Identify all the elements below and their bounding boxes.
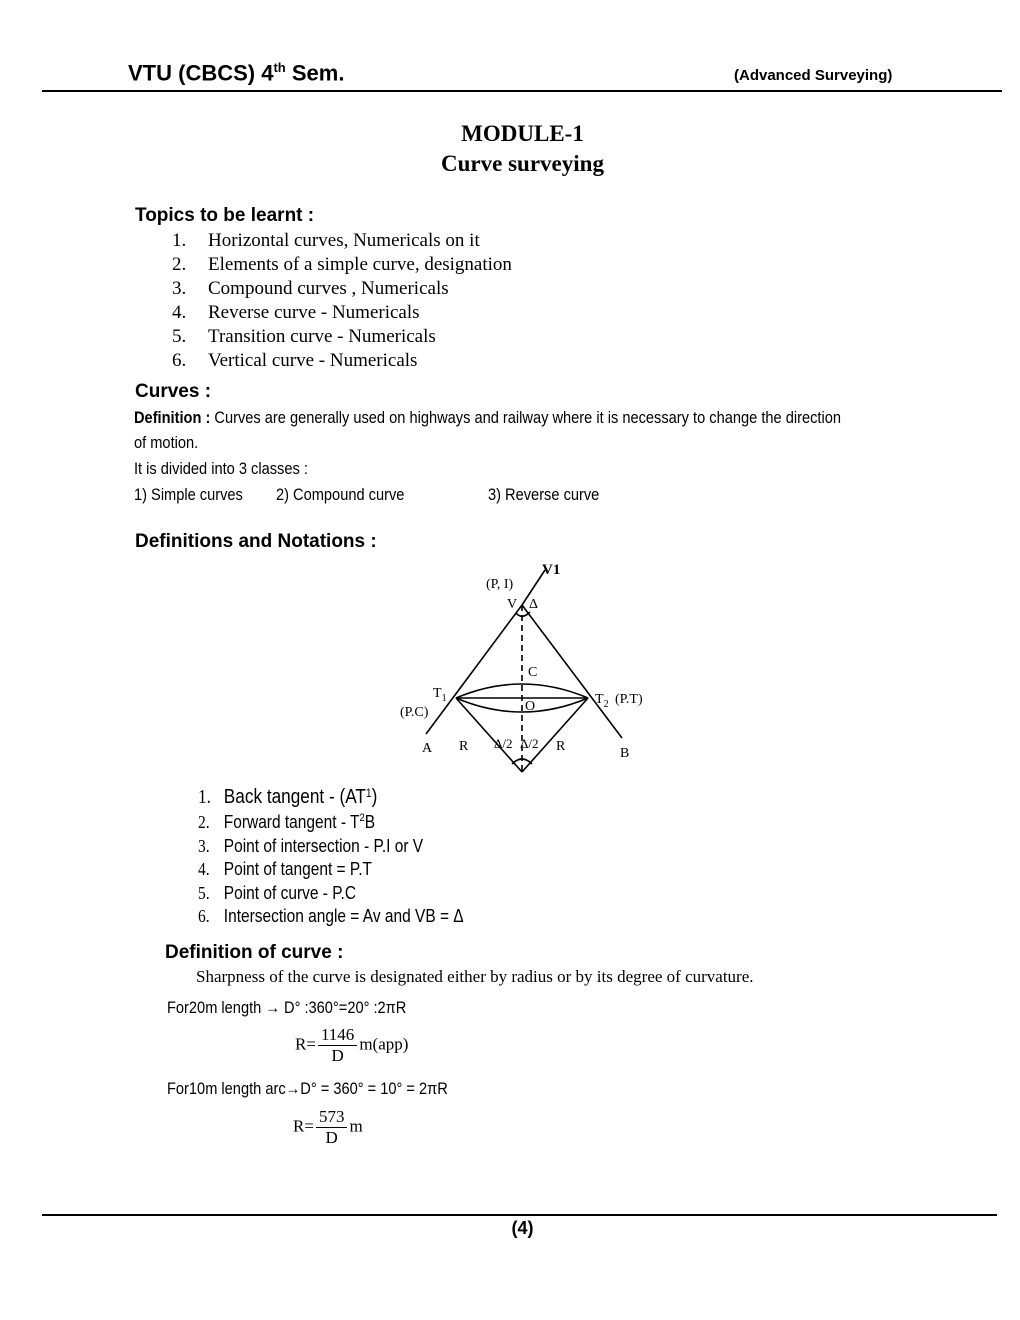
notation-number: 4. [198, 859, 210, 879]
topic-text: Elements of a simple curve, designation [208, 254, 512, 275]
notation-text: Forward tangent - T [223, 812, 360, 832]
definition-of-curve-text: Sharpness of the curve is designated either by radius or by its degree of curvature. [196, 967, 754, 986]
topic-text: Reverse curve - Numericals [208, 302, 420, 323]
label-pc: (P.C) [400, 705, 429, 720]
header-course-title [128, 60, 344, 86]
notation-item [198, 906, 464, 930]
topic-item [172, 326, 512, 350]
curves-divided: It is divided into 3 classes : [134, 459, 308, 478]
formula-20m-lhs: R= [295, 1034, 316, 1054]
formula-10m-numerator: 573 [316, 1107, 348, 1128]
label-a: A [422, 741, 433, 756]
label-v: V [507, 597, 518, 612]
notation-sub: 1 [365, 786, 372, 800]
notation-sub: 2 [359, 812, 365, 824]
formula-10m-line: For10m length arc→D° = 360° = 10° = 2πR [167, 1079, 448, 1098]
label-c: C [528, 665, 538, 680]
curves-definition [134, 408, 841, 428]
label-r-left: R [459, 739, 469, 754]
notation-number: 5. [198, 882, 210, 903]
topic-number: 4. [172, 302, 187, 323]
label-half-delta-left: Δ/2 [494, 736, 513, 751]
formula-10m-fraction [316, 1107, 348, 1148]
topic-item [172, 254, 512, 278]
formula-20m-tail: m(app) [359, 1034, 409, 1054]
notation-tail: ) [371, 786, 378, 808]
formula-10m-tail: m [349, 1116, 363, 1136]
curves-definition-label: Definition : [134, 408, 211, 427]
notation-item [198, 812, 464, 836]
formula-10m-denominator: D [325, 1128, 338, 1147]
notation-item [198, 786, 464, 812]
formula-20m-denominator: D [331, 1046, 344, 1065]
label-half-delta-right: Δ/2 [520, 736, 539, 751]
notation-number: 6. [198, 906, 210, 926]
formula-10m-radius [293, 1107, 363, 1148]
formula-10m-lhs: R= [293, 1116, 314, 1136]
topic-number: 6. [172, 350, 187, 371]
curve-class-reverse: 3) Reverse curve [488, 485, 600, 504]
module-title: MODULE-1 [461, 121, 584, 146]
notation-number: 3. [198, 835, 210, 856]
topic-text: Horizontal curves, Numericals on it [208, 230, 480, 251]
topic-item [172, 230, 512, 254]
topic-item [172, 302, 512, 326]
topic-item [172, 350, 512, 374]
notation-text: Point of tangent = P.T [223, 859, 372, 879]
curve-class-compound: 2) Compound curve [276, 485, 405, 504]
label-v1: V1 [542, 562, 561, 578]
footer-divider [42, 1214, 997, 1216]
back-tangent-line [426, 605, 522, 734]
notation-text: Intersection angle = Av and VB = Δ [223, 906, 464, 926]
label-t1-main: T [433, 686, 442, 701]
formula-20m-line: For20m length → D° :360°=20° :2πR [167, 998, 407, 1017]
label-t1-sub: 1 [441, 693, 447, 704]
topics-list [172, 230, 512, 374]
simple-curve-diagram [390, 558, 670, 788]
notations-list [198, 786, 464, 930]
formula-20m-fraction [318, 1025, 357, 1066]
label-r-right: R [556, 739, 566, 754]
label-t2-sub: 2 [603, 699, 609, 710]
header-course-suffix: Sem. [285, 60, 345, 86]
label-pi: (P, I) [486, 577, 514, 592]
notation-item [198, 883, 464, 907]
curves-definition-text: Curves are generally used on highways and railway where it is necessary to change the direction [210, 408, 841, 427]
notation-item [198, 859, 464, 883]
topic-number: 5. [172, 326, 187, 347]
topic-text: Compound curves , Numericals [208, 278, 449, 299]
header-course-prefix: VTU (CBCS) 4 [128, 60, 274, 86]
module-subtitle: Curve surveying [441, 151, 604, 176]
label-t2-main: T [595, 692, 604, 707]
topic-text: Vertical curve - Numericals [208, 350, 418, 371]
notation-text: Point of intersection - P.I or V [223, 835, 424, 856]
label-o: O [525, 699, 536, 714]
notation-tail: B [364, 812, 376, 832]
notation-item [198, 836, 464, 860]
label-t1 [433, 686, 447, 704]
label-t2 [595, 692, 609, 710]
topic-number: 2. [172, 254, 187, 275]
notation-text: Back tangent - (AT [223, 786, 366, 808]
notations-heading: Definitions and Notations : [135, 531, 377, 552]
curve-class-simple: 1) Simple curves [134, 485, 243, 504]
header-course-sup: th [273, 60, 286, 75]
curves-definition-continued: of motion. [134, 433, 199, 452]
page-number: (4) [511, 1218, 534, 1238]
notation-number: 2. [198, 812, 210, 832]
topics-heading: Topics to be learnt : [135, 205, 315, 226]
topic-number: 1. [172, 230, 187, 251]
header-divider [42, 90, 1002, 92]
formula-20m-radius [295, 1025, 408, 1066]
label-delta: Δ [529, 597, 539, 612]
label-b: B [620, 746, 630, 761]
definition-of-curve-heading: Definition of curve : [165, 942, 344, 963]
label-pt: (P.T) [615, 692, 643, 707]
formula-20m-numerator: 1146 [318, 1025, 357, 1046]
notation-number: 1. [198, 786, 211, 808]
topic-number: 3. [172, 278, 187, 299]
header-subject: (Advanced Surveying) [734, 67, 893, 84]
curves-heading: Curves : [135, 381, 212, 402]
topic-item [172, 278, 512, 302]
notation-text: Point of curve - P.C [223, 882, 357, 903]
topic-text: Transition curve - Numericals [208, 326, 436, 347]
